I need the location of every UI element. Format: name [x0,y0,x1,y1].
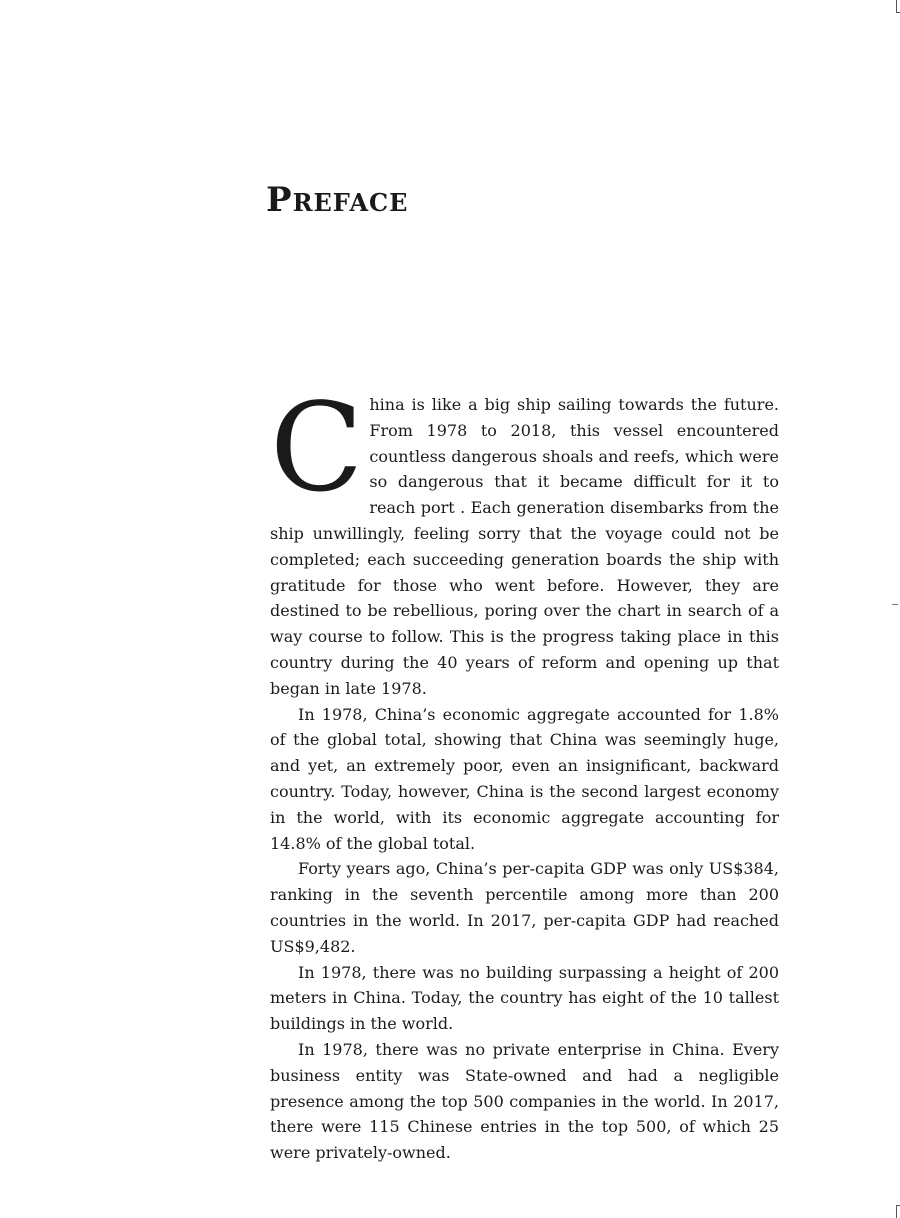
paragraph-5: In 1978, there was no private enterprise in China. Every business entity was State-owned and had a negligible presence among the top 500 companies in the world. In 2017, there were 115 Chinese entries in the top 500, of which 25 were privately-owned. [270,1039,779,1163]
crop-mark-top-right-tick [896,12,900,13]
crop-mark-top-right [896,0,897,12]
paragraph-4: In 1978, there was no building surpassing a height of 200 meters in China. Today, the country has eight of the 10 tallest buildings in the world. [270,962,779,1034]
crop-mark-right-middle [892,604,898,605]
paragraph-1-text: hina is like a big ship sailing towards the future. From 1978 to 2018, this vessel encountered countless dangerous shoals and reefs, which were so dangerous that it became difficult for it to reach port . Each generation disembarks from the ship unwillingly, feeling sorry that the voyage could not be completed; each succeeding generation boards the ship with gratitude for those who went before. However, they are destined to be rebellious, poring over the chart in search of a way course to follow. This is the progress taking place in this country during the 40 years of reform and opening up that began in late 1978. [270,395,779,698]
body-text [270,377,779,1166]
paragraph-3: Forty years ago, China’s per-capita GDP was only US$384, ranking in the seventh percentile among more than 200 countries in the world. In 2017, per-capita GDP had reached US$9,482. [270,859,779,956]
crop-mark-bottom-right [896,1205,897,1218]
paragraph-1 [270,377,779,702]
paragraph-2: In 1978, China’s economic aggregate accounted for 1.8% of the global total, showing that China was seemingly huge, and yet, an extremely poor, even an insignificant, backward country. Today, however, China is the second largest economy in the world, with its economic aggregate accounting for 14.8% of the global total. [270,704,779,853]
page-title: Preface [266,180,409,220]
crop-mark-bottom-right-tick [896,1205,900,1206]
drop-cap: C [270,377,364,519]
